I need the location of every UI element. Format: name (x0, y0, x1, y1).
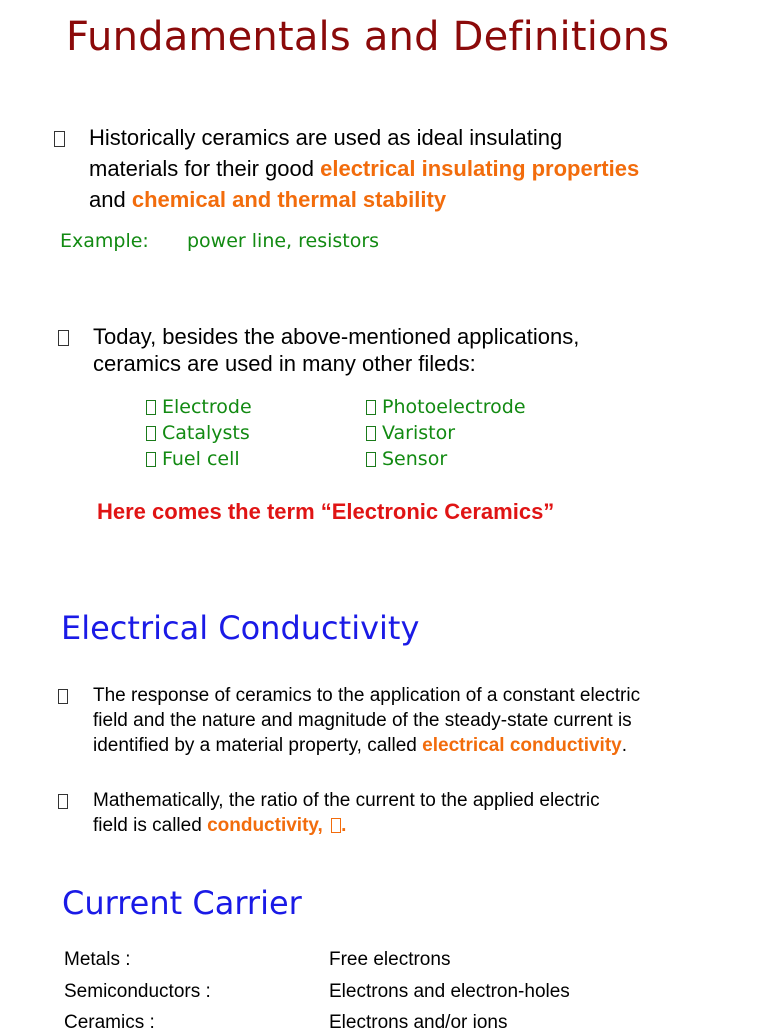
text-span: field is called (93, 815, 208, 836)
paragraph-line (89, 185, 446, 215)
text-span: . (621, 735, 628, 756)
example-value: power line, resistors (187, 230, 380, 252)
carrier-value: Free electrons (329, 949, 451, 970)
paragraph-line: Today, besides the above-mentioned applications, (93, 324, 580, 349)
paragraph-line (93, 813, 346, 839)
list-item-label: Electrode (162, 396, 252, 418)
bullet-icon (54, 131, 65, 147)
sigma-glyph-icon (331, 818, 341, 833)
section-heading-current-carrier: Current Carrier (62, 884, 302, 922)
checkbox-icon (366, 426, 376, 441)
paragraph-line: Mathematically, the ratio of the current to the applied electric (93, 790, 600, 811)
list-item-label: Fuel cell (162, 448, 240, 470)
text-span: identified by a material property, called (93, 735, 423, 756)
checkbox-icon (366, 400, 376, 415)
highlight-conductivity: conductivity, (207, 815, 329, 836)
paragraph-line: The response of ceramics to the application of a constant electric (93, 685, 641, 706)
list-item (146, 446, 240, 472)
list-item-label: Catalysts (162, 422, 250, 444)
text-span: materials for their good (89, 156, 321, 181)
text-span: and (89, 187, 132, 212)
list-item (366, 420, 455, 446)
highlight-insulating-properties: electrical insulating properties (320, 156, 640, 181)
paragraph-line: ceramics are used in many other fileds: (93, 351, 476, 376)
list-item (366, 446, 447, 472)
bullet-icon (58, 689, 68, 704)
highlight-electrical-conductivity: electrical conductivity (422, 735, 622, 756)
section-heading-conductivity: Electrical Conductivity (61, 609, 420, 647)
example-label: Example: (60, 230, 149, 252)
checkbox-icon (366, 452, 376, 467)
term-callout: Here comes the term “Electronic Ceramics” (97, 499, 555, 524)
checkbox-icon (146, 452, 156, 467)
paragraph-line (93, 733, 627, 759)
list-item-label: Varistor (382, 422, 456, 444)
carrier-value: Electrons and/or ions (329, 1012, 508, 1033)
bullet-icon (58, 794, 68, 809)
checkbox-icon (146, 400, 156, 415)
bullet-icon (58, 330, 69, 346)
checkbox-icon (146, 426, 156, 441)
carrier-material: Semiconductors : (64, 981, 211, 1002)
list-item-label: Sensor (382, 448, 448, 470)
carrier-material: Ceramics : (64, 1012, 155, 1033)
list-item (366, 394, 526, 420)
paragraph-line: field and the nature and magnitude of the steady-state current is (93, 710, 632, 731)
carrier-material: Metals : (64, 949, 131, 970)
text-span: . (341, 815, 347, 836)
list-item-label: Photoelectrode (382, 396, 526, 418)
highlight-stability: chemical and thermal stability (131, 187, 447, 212)
paragraph-line (89, 154, 639, 184)
carrier-value: Electrons and electron-holes (329, 981, 570, 1002)
paragraph-line: Historically ceramics are used as ideal insulating (89, 125, 563, 150)
list-item (146, 420, 250, 446)
page-title: Fundamentals and Definitions (66, 14, 670, 60)
list-item (146, 394, 252, 420)
